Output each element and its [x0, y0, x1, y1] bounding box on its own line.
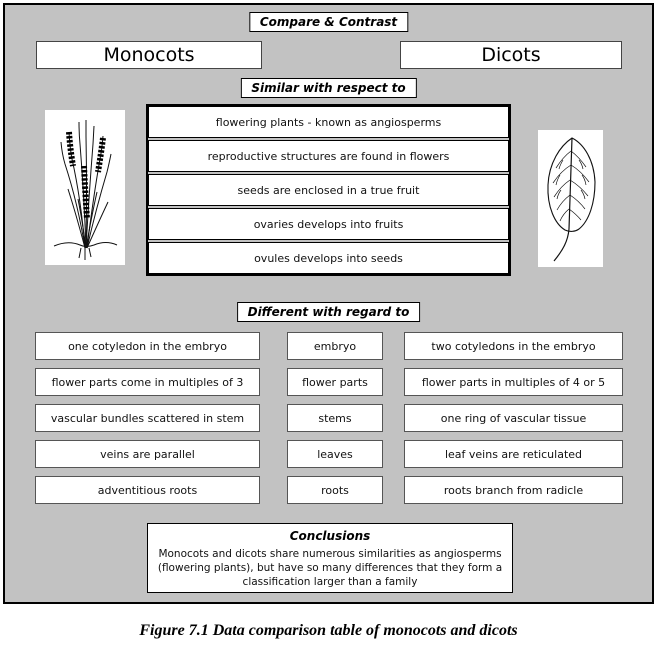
dicot-difference-item: two cotyledons in the embryo [404, 332, 623, 360]
dicot-difference-item: one ring of vascular tissue [404, 404, 623, 432]
conclusions-text: Monocots and dicots share numerous similarities as angiosperms (flowering plants), but have so many differences that they form a classification larger than a family [157, 548, 503, 589]
similarity-item: ovaries develops into fruits [148, 208, 509, 240]
dicot-image-box [538, 130, 603, 267]
comparison-board [3, 3, 654, 604]
category-column [287, 332, 383, 504]
dicot-difference-item: flower parts in multiples of 4 or 5 [404, 368, 623, 396]
similarity-item: seeds are enclosed in a true fruit [148, 174, 509, 206]
monocot-difference-item: veins are parallel [35, 440, 260, 468]
monocot-difference-item: adventitious roots [35, 476, 260, 504]
monocot-difference-item: flower parts come in multiples of 3 [35, 368, 260, 396]
compare-contrast-header: Compare & Contrast [249, 12, 408, 32]
monocot-differences-column [35, 332, 260, 504]
category-item: stems [287, 404, 383, 432]
similarity-item: ovules develops into seeds [148, 242, 509, 274]
monocot-image-box [45, 110, 125, 265]
monocot-plant-icon [48, 114, 122, 262]
conclusions-heading: Conclusions [289, 529, 371, 543]
dicots-title-box: Dicots [400, 41, 622, 69]
monocot-difference-item: vascular bundles scattered in stem [35, 404, 260, 432]
dicot-difference-item: roots branch from radicle [404, 476, 623, 504]
dicot-leaf-icon [541, 133, 601, 265]
similarity-item: reproductive structures are found in flowers [148, 140, 509, 172]
different-section-header: Different with regard to [237, 302, 421, 322]
category-item: flower parts [287, 368, 383, 396]
similarities-list [146, 104, 511, 276]
dicot-difference-item: leaf veins are reticulated [404, 440, 623, 468]
category-item: embryo [287, 332, 383, 360]
monocots-title-box: Monocots [36, 41, 262, 69]
dicot-differences-column [404, 332, 623, 504]
figure-caption: Figure 7.1 Data comparison table of monocots and dicots [139, 622, 518, 639]
category-item: roots [287, 476, 383, 504]
similarity-item: flowering plants - known as angiosperms [148, 106, 509, 138]
conclusions-box [147, 523, 513, 593]
similar-section-header: Similar with respect to [240, 78, 416, 98]
monocot-difference-item: one cotyledon in the embryo [35, 332, 260, 360]
category-item: leaves [287, 440, 383, 468]
